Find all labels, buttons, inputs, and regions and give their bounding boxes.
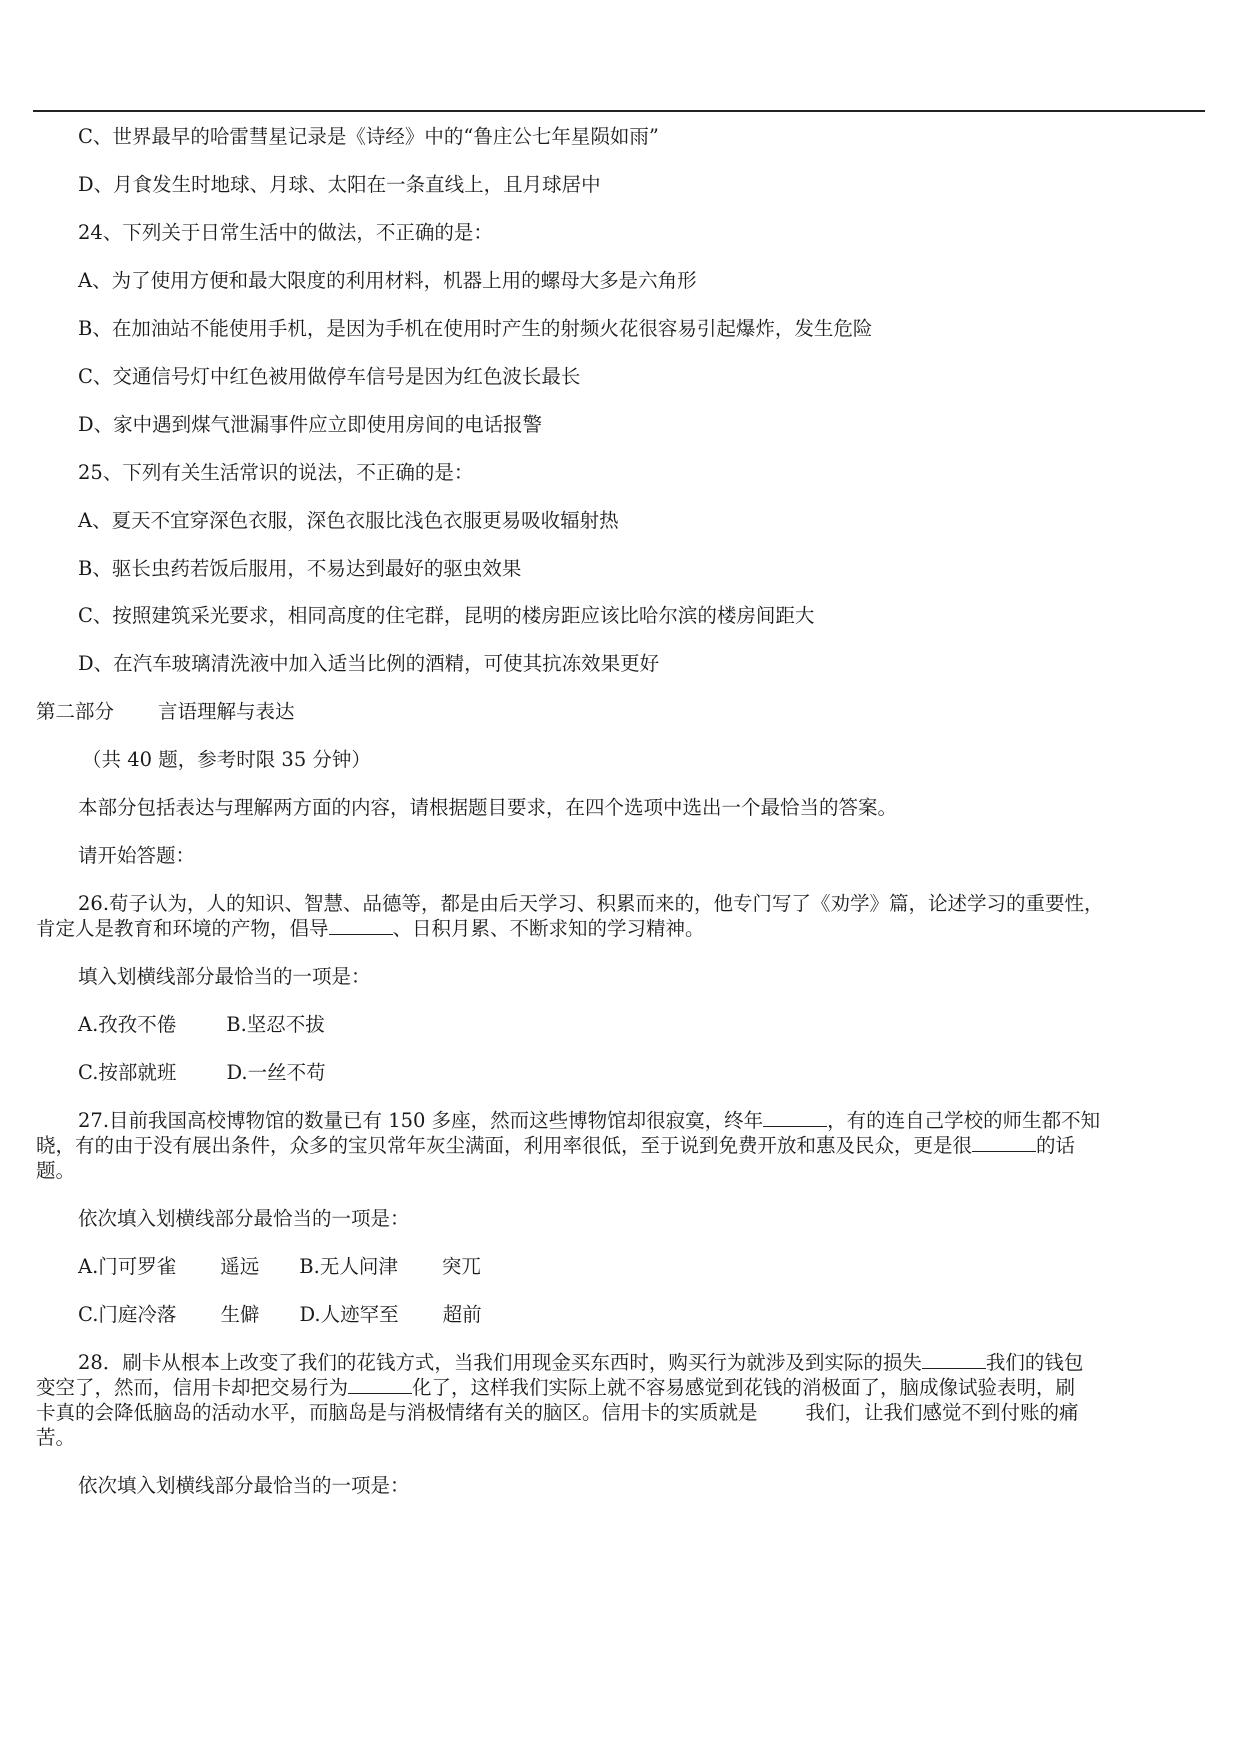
- section-time-note: （共 40 题，参考时限 35 分钟）: [82, 748, 371, 771]
- q27-line-2: [36, 1133, 1075, 1159]
- q28-line-3-post: 我们，让我们感觉不到付账的痛: [805, 1401, 1079, 1424]
- section-part: 第二部分: [36, 700, 115, 723]
- q27-option-d2: 超前: [442, 1303, 482, 1326]
- q28-prompt: 依次填入划横线部分最恰当的一项是：: [78, 1474, 410, 1497]
- q28-line-1-post: 我们的钱包: [985, 1351, 1084, 1374]
- q24-option-a: A、为了使用方便和最大限度的利用材料，机器上用的螺母大多是六角形: [78, 269, 697, 292]
- q27-line-1-pre: 27.目前我国高校博物馆的数量已有 150 多座，然而这些博物馆却很寂寞，终年: [78, 1109, 764, 1132]
- q26-line-2-post: 、日积月累、不断求知的学习精神。: [392, 917, 705, 940]
- fill-blank: [763, 1108, 827, 1127]
- q25-stem: 25、下列有关生活常识的说法，不正确的是：: [78, 461, 474, 484]
- q23-option-c: C、世界最早的哈雷彗星记录是《诗经》中的“鲁庄公七年星陨如雨”: [78, 125, 659, 148]
- section-title: 言语理解与表达: [158, 700, 295, 723]
- q26-line-1: 26.荀子认为，人的知识、智慧、品德等，都是由后天学习、积累而来的，他专门写了《劝学》篇，论述学习的重要性，: [78, 892, 1104, 915]
- q26-option-a: A.孜孜不倦: [78, 1013, 177, 1036]
- q25-option-c: C、按照建筑采光要求，相同高度的住宅群，昆明的楼房距应该比哈尔滨的楼房间距大: [78, 604, 815, 627]
- q26-prompt: 填入划横线部分最恰当的一项是：: [78, 965, 371, 988]
- q27-option-a1: A.门可罗雀: [78, 1255, 177, 1278]
- q26-options-row-1: [78, 1012, 325, 1038]
- q27-line-2-pre: 晓，有的由于没有展出条件，众多的宝贝常年灰尘满面，利用率很低，至于说到免费开放和惠及民众，更是很: [36, 1134, 973, 1157]
- section-start: 请开始答题：: [78, 844, 196, 867]
- q26-option-d: D.一丝不苟: [226, 1061, 326, 1084]
- q24-option-b: B、在加油站不能使用手机，是因为手机在使用时产生的射频火花很容易引起爆炸，发生危险: [78, 317, 873, 340]
- section-intro: 本部分包括表达与理解两方面的内容，请根据题目要求，在四个选项中选出一个最恰当的答案。: [78, 796, 898, 819]
- q28-line-2-pre: 变空了，然而，信用卡却把交易行为: [36, 1376, 349, 1399]
- q27-option-c2: 生僻: [220, 1303, 260, 1326]
- q26-options-row-2: [78, 1060, 326, 1086]
- q27-options-row-1: [78, 1254, 481, 1280]
- q28-line-4: 苦。: [36, 1426, 76, 1449]
- q24-option-d: D、家中遇到煤气泄漏事件应立即使用房间的电话报警: [78, 413, 543, 436]
- q26-line-2-pre: 肯定人是教育和环境的产物，倡导: [36, 917, 329, 940]
- fill-blank: [348, 1375, 412, 1394]
- q27-line-3: 题。: [36, 1159, 76, 1182]
- fill-blank: [329, 916, 393, 935]
- section-heading: [36, 699, 295, 725]
- q24-option-c: C、交通信号灯中红色被用做停车信号是因为红色波长最长: [78, 365, 581, 388]
- q28-line-1: [78, 1350, 1083, 1376]
- q28-line-3-pre: 卡真的会降低脑岛的活动水平，而脑岛是与消极情绪有关的脑区。信用卡的实质就是: [36, 1401, 758, 1424]
- header-rule: [33, 110, 1205, 112]
- q25-option-d: D、在汽车玻璃清洗液中加入适当比例的酒精，可使其抗冻效果更好: [78, 652, 660, 675]
- q27-option-b2: 突兀: [441, 1255, 481, 1278]
- q23-option-d: D、月食发生时地球、月球、太阳在一条直线上，且月球居中: [78, 173, 601, 196]
- q27-option-a2: 遥远: [220, 1255, 260, 1278]
- q27-prompt: 依次填入划横线部分最恰当的一项是：: [78, 1207, 410, 1230]
- fill-blank: [972, 1133, 1036, 1152]
- q26-line-2: [36, 916, 705, 942]
- q27-option-d1: D.人迹罕至: [299, 1303, 399, 1326]
- q27-line-1: [78, 1108, 1100, 1134]
- fill-blank: [922, 1350, 986, 1369]
- q27-option-c1: C.门庭冷落: [78, 1303, 177, 1326]
- q28-line-2: [36, 1375, 1075, 1401]
- q26-option-b: B.坚忍不拔: [226, 1013, 325, 1036]
- q27-option-b1: B.无人问津: [299, 1255, 398, 1278]
- q28-line-1-pre: 28．刷卡从根本上改变了我们的花钱方式，当我们用现金买东西时，购买行为就涉及到实际的损失: [78, 1351, 922, 1374]
- q28-line-3: [36, 1400, 1079, 1426]
- q25-option-a: A、夏天不宜穿深色衣服，深色衣服比浅色衣服更易吸收辐射热: [78, 509, 619, 532]
- q27-line-1-post: ，有的连自己学校的师生都不知: [827, 1109, 1101, 1132]
- q27-line-2-post: 的话: [1036, 1134, 1076, 1157]
- q28-line-2-post: 化了，这样我们实际上就不容易感觉到花钱的消极面了，脑成像试验表明，刷: [412, 1376, 1076, 1399]
- q24-stem: 24、下列关于日常生活中的做法，不正确的是：: [78, 221, 493, 244]
- q26-option-c: C.按部就班: [78, 1061, 177, 1084]
- q25-option-b: B、驱长虫药若饭后服用，不易达到最好的驱虫效果: [78, 557, 522, 580]
- q27-options-row-2: [78, 1302, 482, 1328]
